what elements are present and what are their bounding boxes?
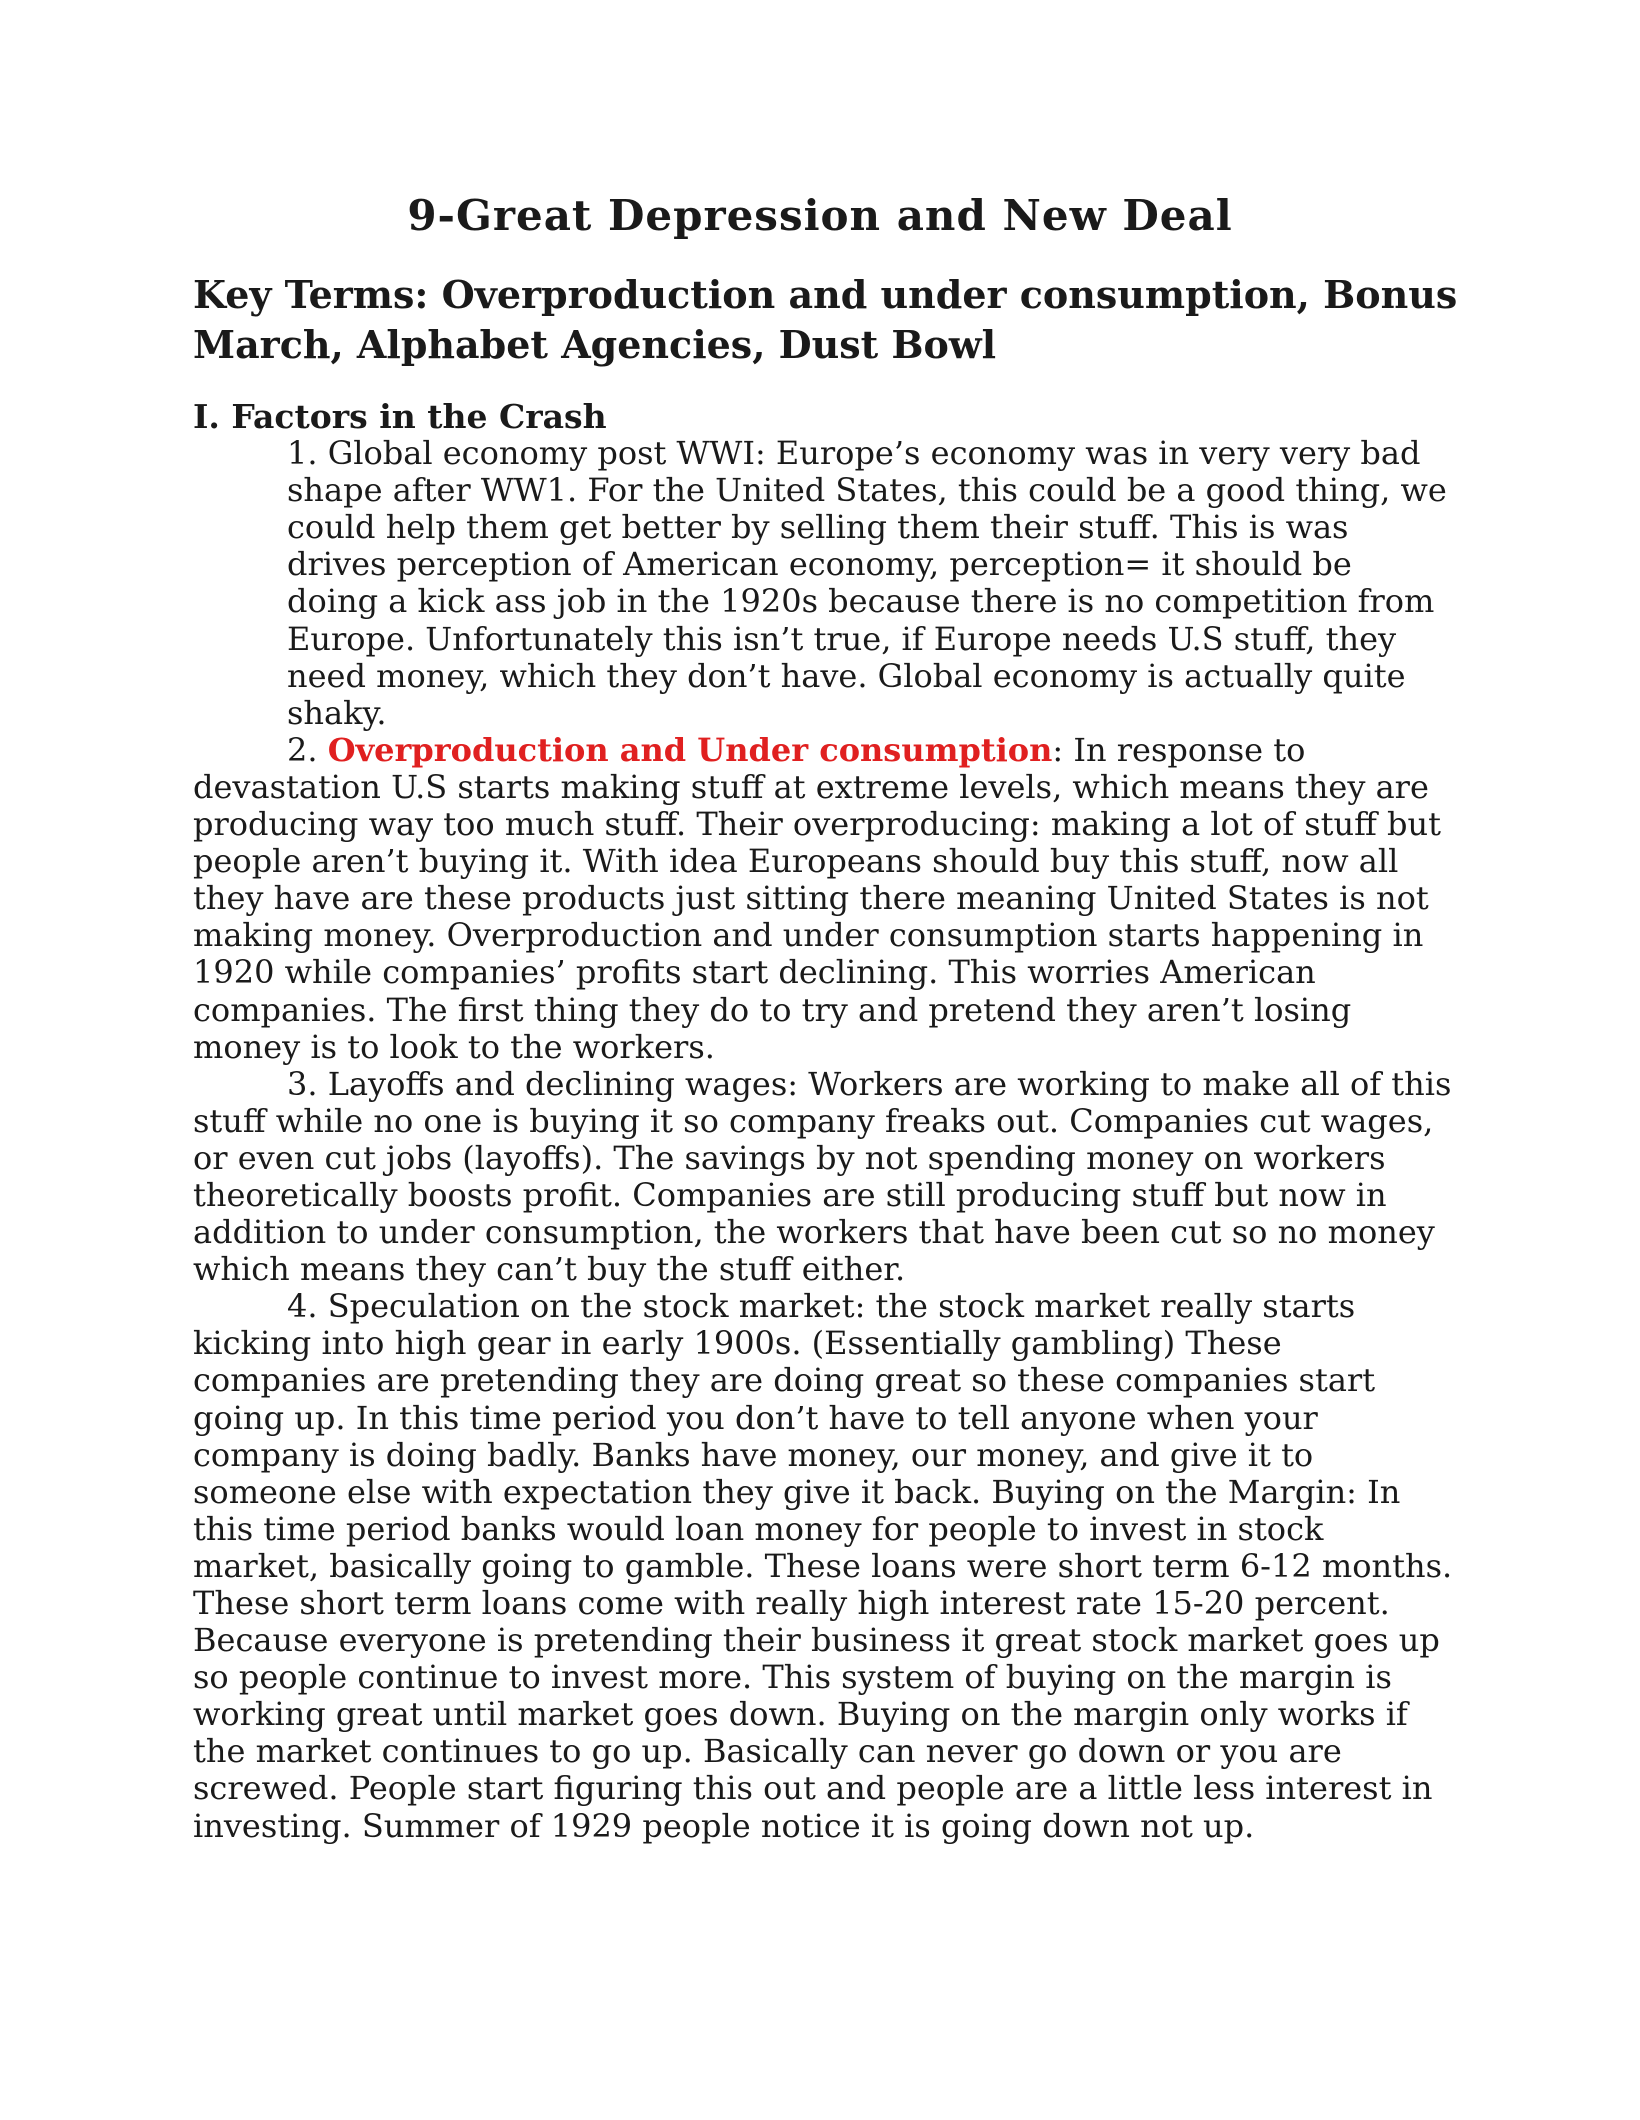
item-text: : In response to devastation U.S starts making stuff at extreme levels, which means they are producing way too much stuff. Their overproducing: making a lot of stuff but people aren’t buying it. With idea Europeans should buy this stuff, now all they have are these products just sitting there meaning United States is not making money. Overproduction and under consumption starts happening in 1920 while companies’ profits start declining. This worries American companies. The first thing they do to try and pretend they aren’t losing money is to look to the workers. (193, 730, 1441, 1066)
page-title: 9-Great Depression and New Deal (407, 191, 1233, 240)
list-item-speculation: 4. Speculation on the stock market: the stock market really starts kicking into high gear in early 1900s. (Essentially gambling) These companies are pretending they are doing great so these companies start going up. In this time period you don’t have to tell anyone when your company is doing badly. Banks have money, our money, and give it to someone else with expectation they give it back. Buying on the Margin: In this time period banks would loan money for people to invest in stock market, basically going to gamble. These loans were short term 6-12 months. These short term loans come with really high interest rate 15-20 percent. Because everyone is pretending their business it great stock market goes up so people continue to invest more. This system of buying on the margin is working great until market goes down. Buying on the margin only works if the market continues to go up. Basically can never go down or you are screwed. People start figuring this out and people are a little less interest in investing. Summer of 1929 people notice it is going down not up. (193, 1287, 1453, 1845)
list-item-layoffs: 3. Layoffs and declining wages: Workers are working to make all of this stuff while no one is buying it so company freaks out. Companies cut wages, or even cut jobs (layoffs). The savings by not spending money on workers theoretically boosts profit. Companies are still producing stuff but now in addition to under consumption, the workers that have been cut so no money which means they can’t buy the stuff either. (193, 1064, 1452, 1289)
key-terms-heading: Key Terms: Overproduction and under consumption, Bonus March, Alphabet Agencies, Dust Bowl (193, 272, 1458, 367)
section-heading: I. Factors in the Crash (193, 397, 607, 436)
highlighted-term: Overproduction and Under consumption (327, 730, 1053, 769)
list-item-global-economy: 1. Global economy post WWI: Europe’s economy was in very very bad shape after WW1. For the United States, this could be a good thing, we could help them get better by selling them their stuff. This is was drives perception of American economy, perception= it should be doing a kick ass job in the 1920s because there is no competition from Europe. Unfortunately this isn’t true, if Europe needs U.S stuff, they need money, which they don’t have. Global economy is actually quite shaky. (287, 434, 1447, 732)
item-number: 2. (287, 730, 328, 769)
list-item-overproduction (193, 732, 1453, 1066)
section-factors-in-the-crash (193, 398, 1453, 1845)
